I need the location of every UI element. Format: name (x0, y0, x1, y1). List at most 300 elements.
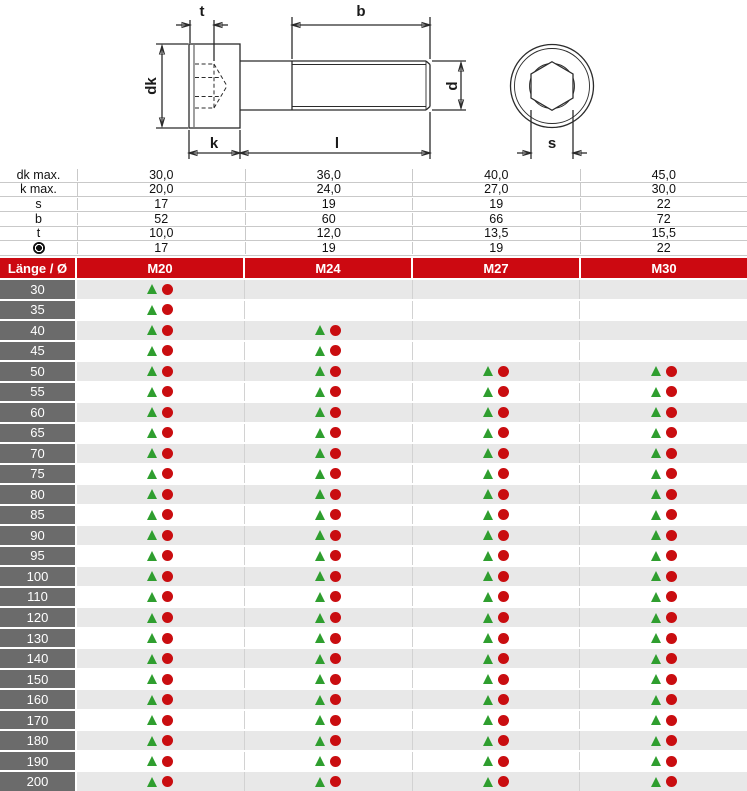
triangle-marker-icon[interactable] (147, 489, 157, 499)
circle-marker-icon[interactable] (666, 509, 677, 520)
spec-value: 40,0 (412, 169, 580, 182)
availability-cell (412, 342, 580, 361)
circle-marker-icon[interactable] (162, 407, 173, 418)
circle-marker-icon[interactable] (330, 468, 341, 479)
dim-dk (143, 44, 188, 128)
circle-marker-icon[interactable] (330, 694, 341, 705)
availability-cell (412, 547, 580, 566)
availability-cell (77, 383, 244, 402)
triangle-marker-icon[interactable] (651, 571, 661, 581)
availability-cell (244, 629, 412, 648)
circle-marker-icon[interactable] (162, 735, 173, 746)
table-row (0, 670, 747, 691)
circle-marker-icon[interactable] (162, 530, 173, 541)
circle-marker-icon[interactable] (330, 530, 341, 541)
circle-marker-icon[interactable] (498, 427, 509, 438)
triangle-marker-icon[interactable] (315, 674, 325, 684)
spec-value: 27,0 (412, 183, 580, 196)
technical-drawing (0, 0, 747, 168)
spec-table (0, 168, 747, 256)
circle-marker-icon[interactable] (162, 489, 173, 500)
triangle-marker-icon[interactable] (651, 756, 661, 766)
triangle-marker-icon[interactable] (147, 777, 157, 787)
triangle-marker-icon[interactable] (483, 407, 493, 417)
circle-marker-icon[interactable] (666, 653, 677, 664)
circle-marker-icon[interactable] (330, 653, 341, 664)
length-label: 170 (0, 711, 77, 730)
circle-marker-icon[interactable] (330, 325, 341, 336)
availability-cell (77, 280, 244, 299)
availability-cell (77, 526, 244, 545)
circle-marker-icon[interactable] (162, 674, 173, 685)
spec-value: 12,0 (245, 227, 413, 240)
circle-marker-icon[interactable] (330, 386, 341, 397)
triangle-marker-icon[interactable] (483, 571, 493, 581)
triangle-marker-icon[interactable] (147, 633, 157, 643)
triangle-marker-icon[interactable] (651, 613, 661, 623)
circle-marker-icon[interactable] (330, 591, 341, 602)
svg-text:k: k (209, 135, 219, 152)
availability-cell (579, 485, 747, 504)
availability-cell (244, 362, 412, 381)
triangle-marker-icon[interactable] (651, 428, 661, 438)
circle-marker-icon[interactable] (666, 407, 677, 418)
triangle-marker-icon[interactable] (315, 325, 325, 335)
spec-row (0, 183, 747, 198)
spec-value: 22 (580, 242, 747, 255)
table-row (0, 567, 747, 588)
triangle-marker-icon[interactable] (147, 530, 157, 540)
dim-k (189, 130, 240, 159)
availability-cell (579, 588, 747, 607)
triangle-marker-icon[interactable] (483, 633, 493, 643)
spec-value: 19 (412, 198, 580, 211)
triangle-marker-icon[interactable] (147, 592, 157, 602)
length-label: 40 (0, 321, 77, 340)
triangle-marker-icon[interactable] (483, 551, 493, 561)
availability-cell (244, 711, 412, 730)
triangle-marker-icon[interactable] (147, 674, 157, 684)
triangle-marker-icon[interactable] (147, 407, 157, 417)
circle-marker-icon[interactable] (330, 489, 341, 500)
circle-marker-icon[interactable] (162, 653, 173, 664)
triangle-marker-icon[interactable] (315, 756, 325, 766)
triangle-marker-icon[interactable] (651, 777, 661, 787)
triangle-marker-icon[interactable] (315, 469, 325, 479)
circle-marker-icon[interactable] (498, 674, 509, 685)
availability-cell (579, 465, 747, 484)
availability-cell (579, 772, 747, 791)
triangle-marker-icon[interactable] (147, 448, 157, 458)
availability-cell (77, 465, 244, 484)
triangle-marker-icon[interactable] (315, 489, 325, 499)
table-row (0, 321, 747, 342)
triangle-marker-icon[interactable] (651, 448, 661, 458)
circle-marker-icon[interactable] (666, 612, 677, 623)
triangle-marker-icon[interactable] (147, 387, 157, 397)
circle-marker-icon[interactable] (162, 571, 173, 582)
availability-cell (244, 649, 412, 668)
circle-marker-icon[interactable] (498, 550, 509, 561)
length-label: 60 (0, 403, 77, 422)
circle-marker-icon[interactable] (330, 756, 341, 767)
triangle-marker-icon[interactable] (483, 448, 493, 458)
triangle-marker-icon[interactable] (147, 695, 157, 705)
circle-marker-icon[interactable] (498, 653, 509, 664)
spec-value: 30,0 (77, 169, 245, 182)
circle-marker-icon[interactable] (666, 550, 677, 561)
svg-text:t: t (199, 3, 205, 20)
circle-marker-icon[interactable] (330, 407, 341, 418)
availability-cell (412, 752, 580, 771)
triangle-marker-icon[interactable] (483, 695, 493, 705)
table-row (0, 690, 747, 711)
length-label: 180 (0, 731, 77, 750)
triangle-marker-icon[interactable] (315, 695, 325, 705)
spec-row (0, 227, 747, 242)
availability-cell (244, 403, 412, 422)
triangle-marker-icon[interactable] (483, 387, 493, 397)
length-label: 90 (0, 526, 77, 545)
svg-text:s: s (547, 135, 557, 152)
circle-marker-icon[interactable] (162, 715, 173, 726)
circle-marker-icon[interactable] (162, 366, 173, 377)
circle-marker-icon[interactable] (498, 366, 509, 377)
triangle-marker-icon[interactable] (147, 510, 157, 520)
availability-cell (77, 362, 244, 381)
circle-marker-icon[interactable] (162, 448, 173, 459)
circle-marker-icon[interactable] (162, 325, 173, 336)
circle-marker-icon[interactable] (666, 756, 677, 767)
svg-text:b: b (356, 3, 366, 20)
circle-marker-icon[interactable] (330, 345, 341, 356)
availability-cell (77, 547, 244, 566)
triangle-marker-icon[interactable] (651, 387, 661, 397)
triangle-marker-icon[interactable] (483, 613, 493, 623)
triangle-marker-icon[interactable] (315, 777, 325, 787)
circle-marker-icon[interactable] (330, 735, 341, 746)
triangle-marker-icon[interactable] (651, 469, 661, 479)
circle-marker-icon[interactable] (498, 776, 509, 787)
triangle-marker-icon[interactable] (651, 530, 661, 540)
circle-marker-icon[interactable] (162, 509, 173, 520)
triangle-marker-icon[interactable] (315, 346, 325, 356)
triangle-marker-icon[interactable] (147, 469, 157, 479)
circle-marker-icon[interactable] (498, 571, 509, 582)
triangle-marker-icon[interactable] (483, 715, 493, 725)
availability-cell (412, 403, 580, 422)
triangle-marker-icon[interactable] (315, 736, 325, 746)
length-label: 30 (0, 280, 77, 299)
circle-marker-icon[interactable] (330, 366, 341, 377)
availability-cell (412, 362, 580, 381)
triangle-marker-icon[interactable] (483, 428, 493, 438)
svg-text:l: l (334, 135, 340, 152)
triangle-marker-icon[interactable] (651, 366, 661, 376)
circle-marker-icon[interactable] (498, 448, 509, 459)
availability-cell (412, 608, 580, 627)
spec-value: 24,0 (245, 183, 413, 196)
circle-marker-icon[interactable] (666, 366, 677, 377)
triangle-marker-icon[interactable] (147, 325, 157, 335)
circle-marker-icon[interactable] (162, 591, 173, 602)
table-row (0, 444, 747, 465)
circle-marker-icon[interactable] (162, 386, 173, 397)
circle-marker-icon[interactable] (666, 530, 677, 541)
circle-marker-icon[interactable] (162, 776, 173, 787)
svg-text:dk: dk (143, 77, 160, 95)
circle-marker-icon[interactable] (498, 591, 509, 602)
triangle-marker-icon[interactable] (483, 489, 493, 499)
availability-cell (77, 485, 244, 504)
size-column-header: M24 (243, 258, 411, 278)
availability-cell (579, 670, 747, 689)
triangle-marker-icon[interactable] (315, 428, 325, 438)
triangle-marker-icon[interactable] (483, 510, 493, 520)
availability-cell (77, 670, 244, 689)
length-label: 200 (0, 772, 77, 791)
triangle-marker-icon[interactable] (483, 736, 493, 746)
availability-cell (244, 772, 412, 791)
triangle-marker-icon[interactable] (651, 510, 661, 520)
availability-cell (579, 403, 747, 422)
table-row (0, 403, 747, 424)
availability-cell (412, 649, 580, 668)
circle-marker-icon[interactable] (498, 694, 509, 705)
circle-marker-icon[interactable] (498, 756, 509, 767)
spec-row (0, 212, 747, 227)
triangle-marker-icon[interactable] (483, 756, 493, 766)
triangle-marker-icon[interactable] (147, 654, 157, 664)
triangle-marker-icon[interactable] (483, 366, 493, 376)
triangle-marker-icon[interactable] (147, 756, 157, 766)
triangle-marker-icon[interactable] (315, 530, 325, 540)
spec-label (0, 242, 77, 254)
circle-marker-icon[interactable] (666, 448, 677, 459)
circle-marker-icon[interactable] (498, 633, 509, 644)
availability-cell (579, 629, 747, 648)
circle-marker-icon[interactable] (162, 284, 173, 295)
circle-marker-icon[interactable] (498, 612, 509, 623)
triangle-marker-icon[interactable] (315, 366, 325, 376)
triangle-marker-icon[interactable] (315, 510, 325, 520)
triangle-marker-icon[interactable] (147, 428, 157, 438)
spec-value: 10,0 (77, 227, 245, 240)
triangle-marker-icon[interactable] (147, 613, 157, 623)
triangle-marker-icon[interactable] (315, 407, 325, 417)
circle-marker-icon[interactable] (498, 386, 509, 397)
triangle-marker-icon[interactable] (651, 715, 661, 725)
circle-marker-icon[interactable] (162, 756, 173, 767)
circle-marker-icon[interactable] (330, 674, 341, 685)
circle-marker-icon[interactable] (162, 304, 173, 315)
circle-marker-icon[interactable] (162, 468, 173, 479)
spec-value: 60 (245, 213, 413, 226)
triangle-marker-icon[interactable] (147, 551, 157, 561)
triangle-marker-icon[interactable] (147, 571, 157, 581)
circle-marker-icon[interactable] (330, 550, 341, 561)
circle-marker-icon[interactable] (666, 674, 677, 685)
table-row (0, 588, 747, 609)
triangle-marker-icon[interactable] (315, 551, 325, 561)
availability-cell (77, 444, 244, 463)
availability-cell (412, 465, 580, 484)
circle-marker-icon[interactable] (666, 427, 677, 438)
circle-marker-icon[interactable] (498, 530, 509, 541)
circle-marker-icon[interactable] (498, 509, 509, 520)
triangle-marker-icon[interactable] (651, 489, 661, 499)
availability-cell (77, 403, 244, 422)
length-diameter-header: Länge / Ø (0, 258, 77, 278)
triangle-marker-icon[interactable] (147, 305, 157, 315)
dim-s (517, 110, 587, 159)
availability-cell (579, 280, 747, 299)
availability-cell (244, 424, 412, 443)
triangle-marker-icon[interactable] (651, 592, 661, 602)
circle-marker-icon[interactable] (162, 612, 173, 623)
availability-cell (77, 567, 244, 586)
circle-marker-icon[interactable] (330, 612, 341, 623)
circle-marker-icon[interactable] (330, 776, 341, 787)
circle-marker-icon[interactable] (666, 591, 677, 602)
triangle-marker-icon[interactable] (651, 695, 661, 705)
circle-marker-icon[interactable] (666, 735, 677, 746)
spec-value: 13,5 (412, 227, 580, 240)
length-label: 75 (0, 465, 77, 484)
triangle-marker-icon[interactable] (315, 633, 325, 643)
availability-cell (579, 342, 747, 361)
triangle-marker-icon[interactable] (315, 613, 325, 623)
availability-cell (579, 506, 747, 525)
triangle-marker-icon[interactable] (315, 654, 325, 664)
length-label: 50 (0, 362, 77, 381)
circle-marker-icon[interactable] (666, 489, 677, 500)
circle-marker-icon[interactable] (162, 633, 173, 644)
availability-cell (412, 711, 580, 730)
availability-cell (579, 567, 747, 586)
triangle-marker-icon[interactable] (483, 674, 493, 684)
availability-cell (244, 444, 412, 463)
availability-cell (244, 301, 412, 320)
triangle-marker-icon[interactable] (147, 736, 157, 746)
availability-cell (412, 485, 580, 504)
triangle-marker-icon[interactable] (651, 674, 661, 684)
circle-marker-icon[interactable] (498, 468, 509, 479)
circle-marker-icon[interactable] (666, 776, 677, 787)
triangle-marker-icon[interactable] (315, 715, 325, 725)
table-row (0, 342, 747, 363)
availability-cell (579, 711, 747, 730)
circle-marker-icon[interactable] (162, 345, 173, 356)
spec-value: 45,0 (580, 169, 747, 182)
length-label: 55 (0, 383, 77, 402)
circle-marker-icon[interactable] (330, 509, 341, 520)
circle-marker-icon[interactable] (162, 427, 173, 438)
triangle-marker-icon[interactable] (483, 654, 493, 664)
triangle-marker-icon[interactable] (651, 633, 661, 643)
availability-cell (579, 321, 747, 340)
triangle-marker-icon[interactable] (147, 346, 157, 356)
triangle-marker-icon[interactable] (483, 777, 493, 787)
availability-cell (77, 608, 244, 627)
circle-marker-icon[interactable] (666, 571, 677, 582)
triangle-marker-icon[interactable] (315, 387, 325, 397)
circle-marker-icon[interactable] (330, 571, 341, 582)
circle-marker-icon[interactable] (666, 468, 677, 479)
spec-value: 72 (580, 213, 747, 226)
length-label: 70 (0, 444, 77, 463)
circle-marker-icon[interactable] (330, 715, 341, 726)
triangle-marker-icon[interactable] (147, 715, 157, 725)
spec-value: 15,5 (580, 227, 747, 240)
circle-marker-icon[interactable] (666, 633, 677, 644)
length-label: 130 (0, 629, 77, 648)
table-row (0, 383, 747, 404)
dim-l (240, 112, 430, 159)
availability-cell (244, 280, 412, 299)
triangle-marker-icon[interactable] (651, 407, 661, 417)
table-row (0, 711, 747, 732)
circle-marker-icon[interactable] (330, 427, 341, 438)
triangle-marker-icon[interactable] (315, 592, 325, 602)
spec-value: 52 (77, 213, 245, 226)
availability-cell (77, 772, 244, 791)
availability-cell (579, 362, 747, 381)
availability-cell (244, 342, 412, 361)
svg-text:d: d (444, 81, 461, 91)
spec-row (0, 168, 747, 183)
triangle-marker-icon[interactable] (651, 736, 661, 746)
circle-marker-icon[interactable] (498, 407, 509, 418)
spec-value: 20,0 (77, 183, 245, 196)
triangle-marker-icon[interactable] (147, 284, 157, 294)
length-label: 150 (0, 670, 77, 689)
circle-marker-icon[interactable] (498, 715, 509, 726)
triangle-marker-icon[interactable] (483, 469, 493, 479)
table-row (0, 280, 747, 301)
triangle-marker-icon[interactable] (147, 366, 157, 376)
circle-marker-icon[interactable] (498, 735, 509, 746)
triangle-marker-icon[interactable] (315, 448, 325, 458)
screw-end-view (511, 45, 594, 128)
triangle-marker-icon[interactable] (483, 530, 493, 540)
length-label: 80 (0, 485, 77, 504)
availability-cell (579, 608, 747, 627)
spec-label: b (35, 211, 42, 226)
triangle-marker-icon[interactable] (315, 571, 325, 581)
circle-marker-icon[interactable] (162, 550, 173, 561)
triangle-marker-icon[interactable] (483, 592, 493, 602)
spec-value: 22 (580, 198, 747, 211)
triangle-marker-icon[interactable] (651, 654, 661, 664)
triangle-marker-icon[interactable] (651, 551, 661, 561)
circle-marker-icon[interactable] (666, 386, 677, 397)
availability-cell (77, 711, 244, 730)
availability-cell (412, 444, 580, 463)
circle-marker-icon[interactable] (666, 694, 677, 705)
circle-marker-icon[interactable] (498, 489, 509, 500)
circle-marker-icon[interactable] (330, 448, 341, 459)
length-label: 140 (0, 649, 77, 668)
circle-marker-icon[interactable] (162, 694, 173, 705)
spec-value: 17 (77, 198, 245, 211)
availability-cell (579, 690, 747, 709)
availability-cell (412, 629, 580, 648)
circle-marker-icon[interactable] (330, 633, 341, 644)
availability-cell (244, 690, 412, 709)
circle-marker-icon[interactable] (666, 715, 677, 726)
availability-cell (77, 506, 244, 525)
